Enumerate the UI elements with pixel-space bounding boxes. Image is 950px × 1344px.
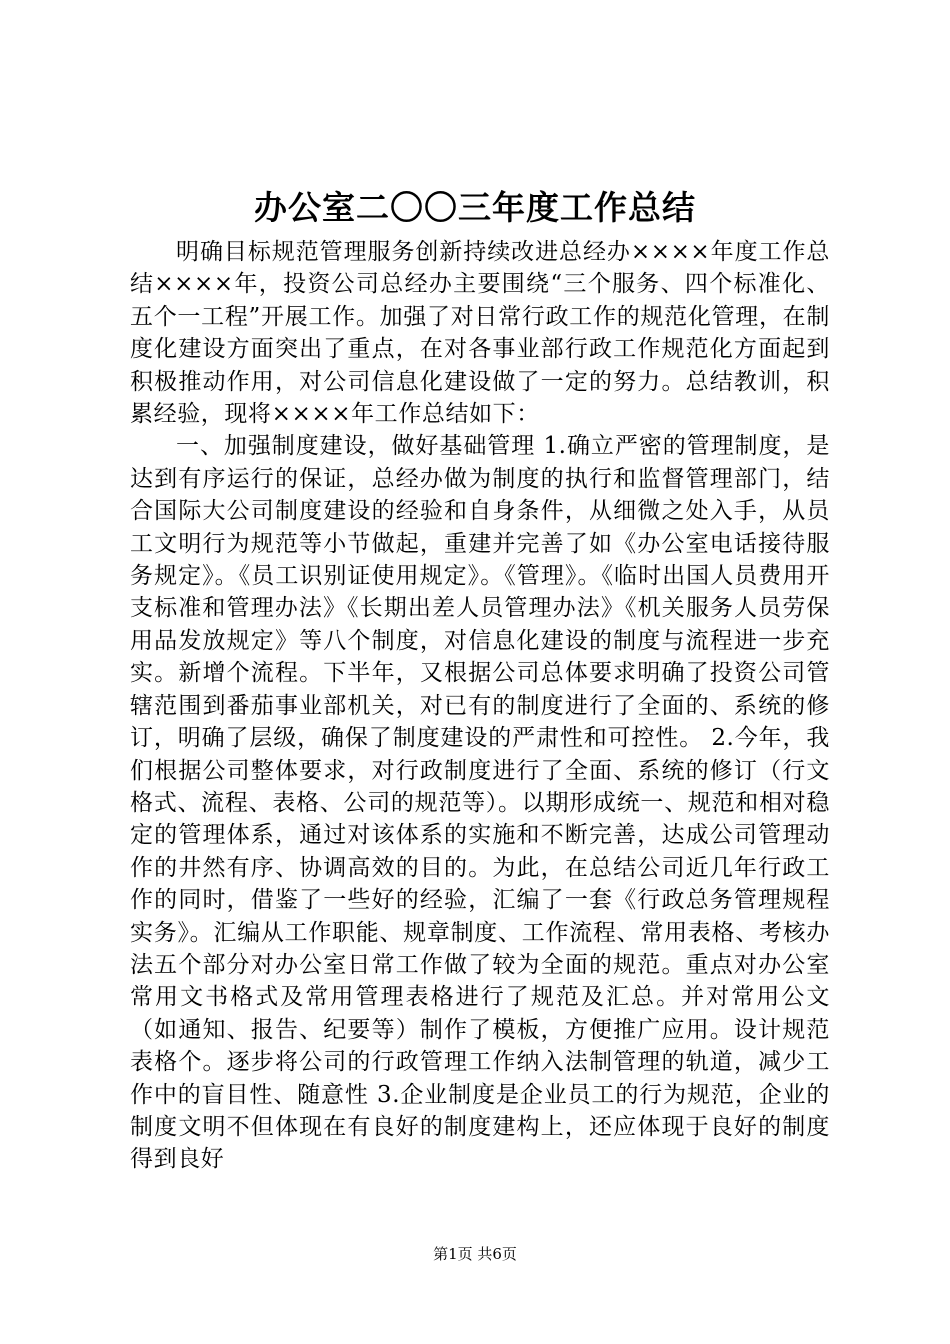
document-title: 办公室二〇〇三年度工作总结 bbox=[254, 188, 696, 227]
page-number-footer: 第1页 共6页 bbox=[433, 1245, 517, 1263]
paragraph-intro: 明确目标规范管理服务创新持续改进总经办××××年度工作总结××××年，投资公司总经办主要围绕“三个服务、四个标准化、五个一工程”开展工作。加强了对日常行政工作的规范化管理，在制度化建设方面突出了重点，在对各事业部行政工作规范化方面起到积极推动作用，对公司信息化建设做了一定的努力。总结教训，积累经验，现将××××年工作总结如下： bbox=[130, 239, 830, 428]
document-body bbox=[130, 236, 830, 1176]
paragraph-section-one: 一、加强制度建设，做好基础管理 1.确立严密的管理制度，是达到有序运行的保证，总经办做为制度的执行和监督管理部门，结合国际大公司制度建设的经验和自身条件，从细微之处入手，从员工文明行为规范等小节做起，重建并完善了如《办公室电话接待服务规定》。《员工识别证使用规定》。《管理》。《临时出国人员费用开支标准和管理办法》《长期出差人员管理办法》《机关服务人员劳保用品发放规定》等八个制度，对信息化建设的制度与流程进一步充实。新增个流程。下半年，又根据公司总体要求明确了投资公司管辖范围到番茄事业部机关，对已有的制度进行了全面的、系统的修订，明确了层级，确保了制度建设的严肃性和可控性。 2.今年，我们根据公司整体要求，对行政制度进行了全面、系统的修订（行文格式、流程、表格、公司的规范等）。以期形成统一、规范和相对稳定的管理体系，通过对该体系的实施和不断完善，达成公司管理动作的井然有序、协调高效的目的。为此，在总结公司近几年行政工作的同时，借鉴了一些好的经验，汇编了一套《行政总务管理规程实务》。汇编从工作职能、规章制度、工作流程、常用表格、考核办法五个部分对办公室日常工作做了较为全面的规范。重点对办公室常用文书格式及常用管理表格进行了规范及汇总。并对常用公文（如通知、报告、纪要等）制作了模板，方便推广应用。设计规范表格个。逐步将公司的行政管理工作纳入法制管理的轨道，减少工作中的盲目性、随意性 3.企业制度是企业员工的行为规范，企业的制度文明不但体现在有良好的制度建构上，还应体现于良好的制度得到良好 bbox=[130, 433, 830, 1173]
